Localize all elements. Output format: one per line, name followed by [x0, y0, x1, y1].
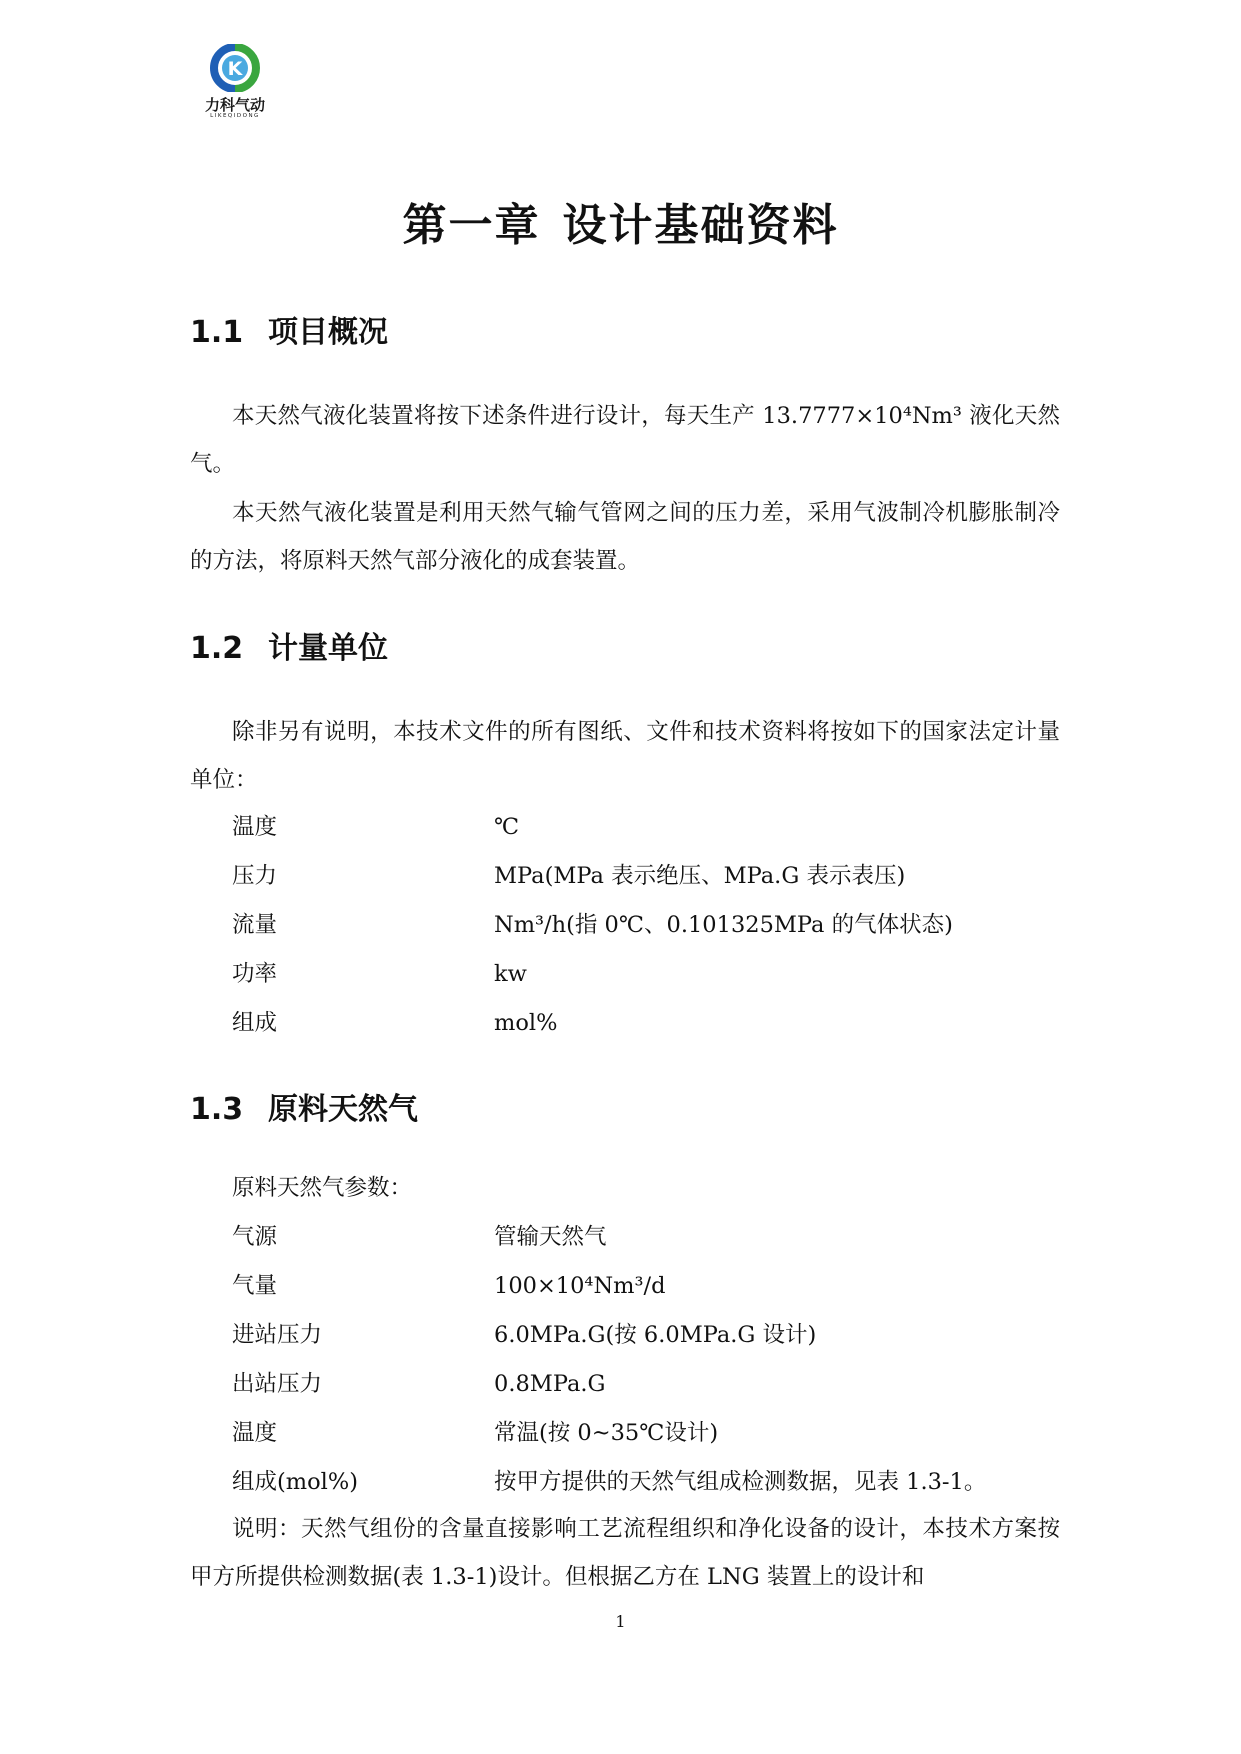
unit-value: kw: [494, 961, 527, 987]
param-value: 按甲方提供的天然气组成检测数据，见表 1.3-1。: [494, 1469, 987, 1495]
section-heading-1-2: [190, 629, 388, 669]
param-name: 气量: [232, 1273, 278, 1299]
unit-name: 温度: [232, 814, 278, 840]
param-value: 管输天然气: [494, 1224, 607, 1250]
unit-row: [232, 959, 527, 989]
param-name: 温度: [232, 1420, 278, 1446]
section-title: 原料天然气: [268, 1092, 418, 1127]
paragraph: 本天然气液化装置将按下述条件进行设计，每天生产 13.7777×10⁴Nm³ 液化天然气。: [190, 403, 1060, 477]
unit-row: [232, 1008, 557, 1038]
section-heading-1-1: [190, 313, 388, 353]
company-logo: [190, 44, 280, 124]
page-number: 1: [615, 1612, 626, 1631]
paragraph: 本天然气液化装置是利用天然气输气管网之间的压力差，采用气波制冷机膨胀制冷的方法，将原料天然气部分液化的成套装置。: [190, 500, 1060, 574]
unit-name: 流量: [232, 912, 278, 938]
chapter-title: [0, 196, 1241, 256]
section-title: 计量单位: [268, 631, 388, 666]
params-intro: 原料天然气参数：: [232, 1175, 413, 1201]
logo-company-name: 力科气动: [204, 96, 265, 114]
unit-name: 功率: [232, 961, 278, 987]
unit-name: 压力: [232, 863, 278, 889]
chapter-label: 第一章: [402, 200, 541, 251]
param-name: 气源: [232, 1224, 278, 1250]
unit-row: [232, 861, 905, 891]
unit-value: Nm³/h(指 0℃、0.101325MPa 的气体状态): [494, 912, 953, 938]
unit-value: MPa(MPa 表示绝压、MPa.G 表示表压): [494, 863, 906, 889]
param-name: 进站压力: [232, 1322, 323, 1348]
param-row: [232, 1222, 607, 1252]
unit-value: ℃: [494, 814, 520, 840]
section-number: 1.1: [190, 315, 244, 350]
param-name: 组成(mol%): [232, 1469, 359, 1495]
paragraph: 说明：天然气组份的含量直接影响工艺流程组织和净化设备的设计，本技术方案按甲方所提供检测数据(表 1.3-1)设计。但根据乙方在 LNG 装置上的设计和: [190, 1516, 1060, 1590]
param-name: 出站压力: [232, 1371, 323, 1397]
param-value: 6.0MPa.G(按 6.0MPa.G 设计): [494, 1322, 817, 1348]
param-value: 0.8MPa.G: [494, 1371, 606, 1397]
logo-icon: [190, 44, 280, 92]
param-row: [232, 1369, 606, 1399]
unit-row: [232, 910, 953, 940]
param-row: [232, 1320, 816, 1350]
param-row: [232, 1271, 665, 1301]
param-value: 100×10⁴Nm³/d: [494, 1273, 666, 1299]
unit-value: mol%: [494, 1010, 558, 1036]
param-value: 常温(按 0~35℃设计): [494, 1420, 719, 1446]
chapter-name: 设计基础资料: [562, 200, 839, 251]
section-number: 1.3: [190, 1092, 244, 1127]
paragraph: 除非另有说明，本技术文件的所有图纸、文件和技术资料将按如下的国家法定计量单位：: [190, 719, 1060, 793]
logo-company-name-en: LIKEQIDONG: [210, 113, 260, 119]
unit-row: [232, 812, 519, 842]
unit-name: 组成: [232, 1010, 278, 1036]
section-heading-1-3: [190, 1090, 418, 1130]
section-number: 1.2: [190, 631, 244, 666]
section-title: 项目概况: [268, 315, 388, 350]
param-row: [232, 1467, 986, 1497]
param-row: [232, 1418, 718, 1448]
svg-text:K: K: [227, 58, 243, 80]
